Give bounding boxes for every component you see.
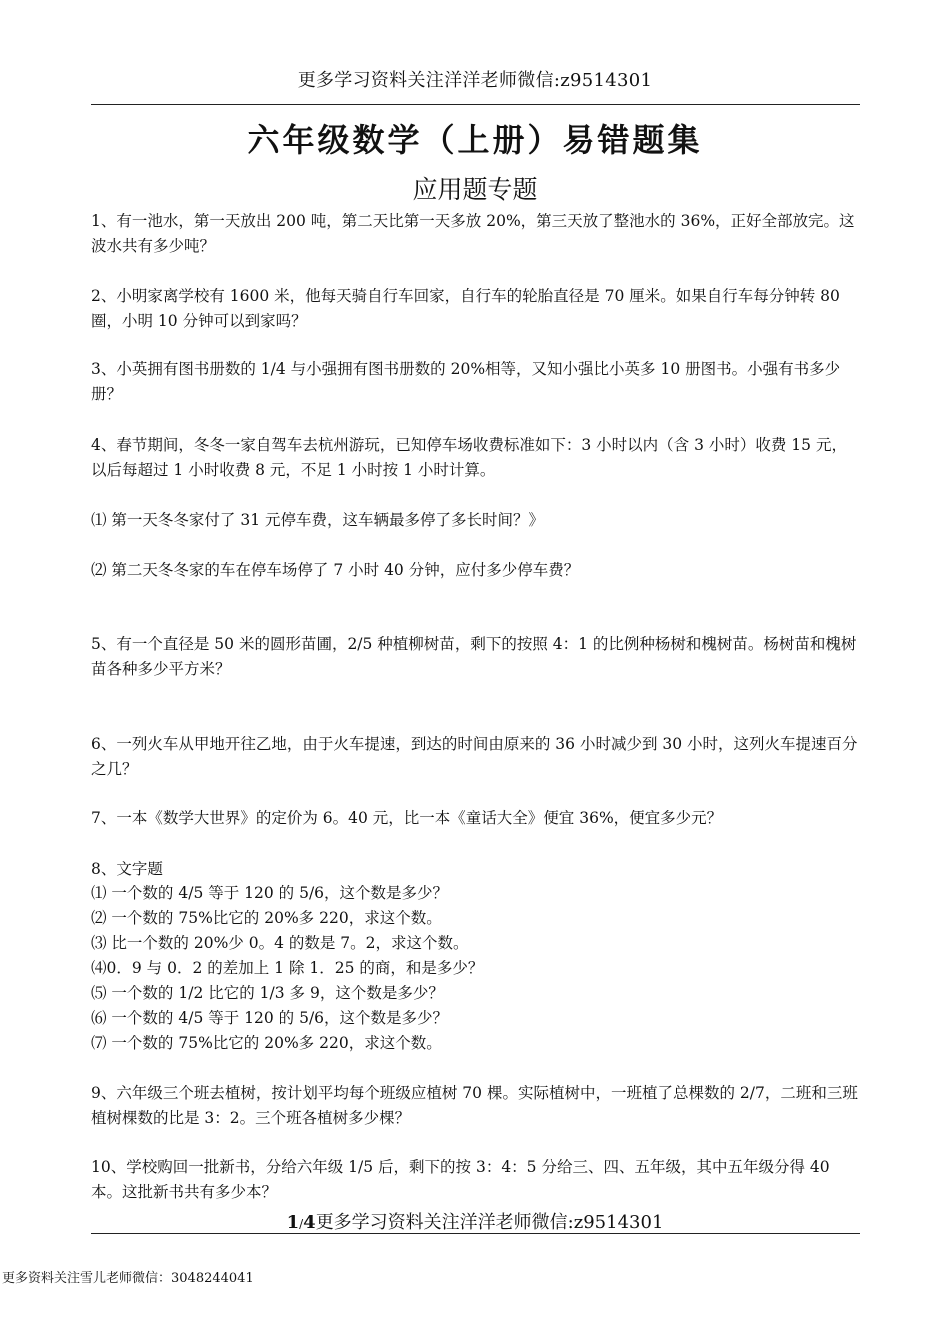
question-8-list xyxy=(91,881,861,1056)
question-8-item: ⑺ 一个数的 75%比它的 20%多 220，求这个数。 xyxy=(91,1034,442,1052)
question-8-item: ⑸ 一个数的 1/2 比它的 1/3 多 9，这个数是多少？ xyxy=(91,984,444,1002)
question-4-text: 4、春节期间，冬冬一家自驾车去杭州游玩，已知停车场收费标准如下：3 小时以内（含 3 小时）收费 15 元，以后每超过 1 小时收费 8 元，不足 1 小时按 1 小时计算。 xyxy=(91,436,847,479)
page-number: 1 xyxy=(286,1212,300,1233)
corner-note: 更多资料关注雪儿老师微信：3048244041 xyxy=(2,1271,254,1286)
question-5 xyxy=(91,632,861,682)
question-1 xyxy=(91,209,861,259)
question-8-item: ⑷0．9 与 0．2 的差加上 1 除 1．25 的商，和是多少？ xyxy=(91,959,484,977)
footer-text: 更多学习资料关注洋洋老师微信:z9514301 xyxy=(315,1212,664,1233)
footer-divider xyxy=(91,1233,860,1234)
question-4-part-1: ⑴ 第一天冬冬家付了 31 元停车费，这车辆最多停了多长时间？》 xyxy=(91,511,545,529)
header-divider xyxy=(91,104,860,105)
question-3-text: 3、小英拥有图书册数的 1/4 与小强拥有图书册数的 20%相等，又知小强比小英多 10 册图书。小强有书多少册？ xyxy=(91,360,841,403)
page-separator: / xyxy=(299,1217,304,1231)
question-8-item: ⑴ 一个数的 4/5 等于 120 的 5/6，这个数是多少？ xyxy=(91,884,449,902)
question-8-title: 8、文字题 xyxy=(91,860,163,878)
question-10 xyxy=(91,1155,861,1205)
question-5-text: 5、有一个直径是 50 米的圆形苗圃，2/5 种植柳树苗，剩下的按照 4：1 的比例种杨树和槐树苗。杨树苗和槐树苗各种多少平方米？ xyxy=(91,635,857,678)
question-8-item: ⑶ 比一个数的 20%少 0。4 的数是 7。2，求这个数。 xyxy=(91,934,469,952)
page-footer xyxy=(0,1208,950,1234)
question-4 xyxy=(91,433,861,483)
document-title: 六年级数学（上册）易错题集 xyxy=(247,121,703,159)
question-10-text: 10、学校购回一批新书，分给六年级 1/5 后，剩下的按 3：4：5 分给三、四、五年级，其中五年级分得 40 本。这批新书共有多少本？ xyxy=(91,1158,830,1201)
question-4-part-2: ⑵ 第二天冬冬家的车在停车场停了 7 小时 40 分钟，应付多少停车费？ xyxy=(91,561,580,579)
question-9-text: 9、六年级三个班去植树，按计划平均每个班级应植树 70 棵。实际植树中，一班植了总棵数的 2/7，二班和三班植树棵数的比是 3：2。三个班各植树多少棵？ xyxy=(91,1084,858,1127)
page-header: 更多学习资料关注洋洋老师微信:z9514301 xyxy=(297,70,653,91)
question-8-item: ⑵ 一个数的 75%比它的 20%多 220，求这个数。 xyxy=(91,909,442,927)
question-6-text: 6、一列火车从甲地开往乙地，由于火车提速，到达的时间由原来的 36 小时减少到 30 小时，这列火车提速百分之几？ xyxy=(91,735,858,778)
page-total: 4 xyxy=(303,1212,316,1233)
question-6 xyxy=(91,732,861,782)
question-1-text: 1、有一池水，第一天放出 200 吨，第二天比第一天多放 20%，第三天放了整池水的 36%，正好全部放完。这波水共有多少吨？ xyxy=(91,212,855,255)
question-7: 7、一本《数学大世界》的定价为 6。40 元，比一本《童话大全》便宜 36%，便宜多少元？ xyxy=(91,809,723,827)
question-3 xyxy=(91,357,861,407)
document-subtitle: 应用题专题 xyxy=(412,175,538,204)
question-9 xyxy=(91,1081,861,1131)
question-2 xyxy=(91,284,861,334)
question-8-item: ⑹ 一个数的 4/5 等于 120 的 5/6，这个数是多少？ xyxy=(91,1009,449,1027)
question-2-text: 2、小明家离学校有 1600 米，他每天骑自行车回家，自行车的轮胎直径是 70 厘米。如果自行车每分钟转 80 圈，小明 10 分钟可以到家吗？ xyxy=(91,287,840,330)
